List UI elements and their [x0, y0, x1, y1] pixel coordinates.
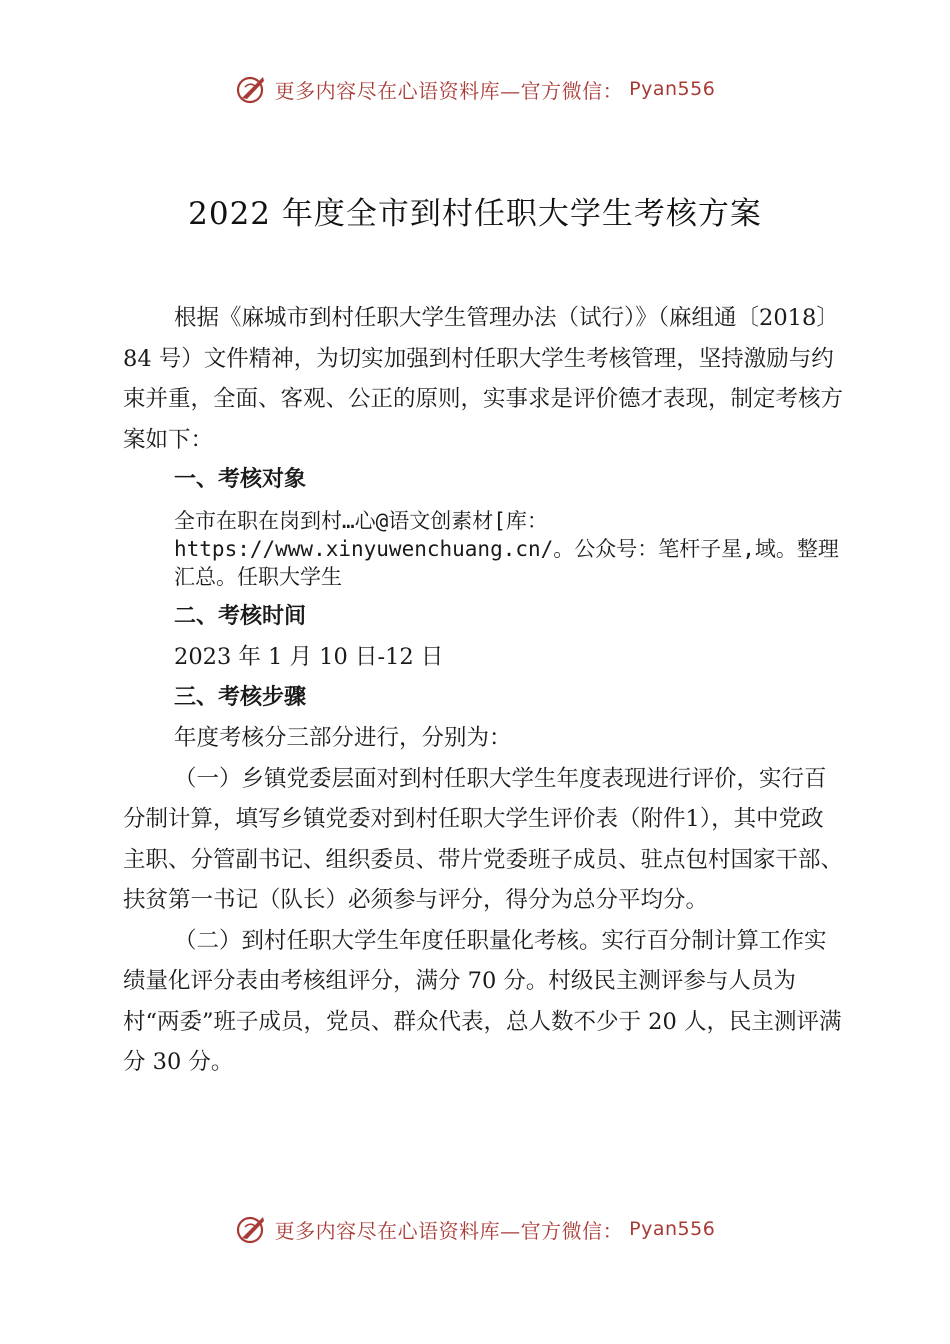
step-paragraph-1: （一）乡镇党委层面对到村任职大学生年度表现进行评价，实行百分制计算，填写乡镇党委对到村任职大学生评价表（附件1），其中党政主职、分管副书记、组织委员、带片党委班子成员、驻点包村国家干部、扶贫第一书记（队长）必须参与评分，得分为总分平均分。	[123, 765, 844, 913]
section-body-3: 年度考核分三部分进行，分别为：	[174, 725, 512, 751]
header-watermark	[0, 72, 950, 106]
watermark-id: Pyan556	[629, 1218, 716, 1240]
section-body-2: 2023 年 1 月 10 日-12 日	[174, 644, 444, 670]
step-paragraph-2: （二）到村任职大学生年度任职量化考核。实行百分制计算工作实绩量化评分表由考核组评分，满分 70 分。村级民主测评参与人员为村“两委”班子成员，党员、群众代表，总人数不少于 20 人，民主测评满分 30 分。	[123, 927, 842, 1075]
intro-paragraph: 根据《麻城市到村任职大学生管理办法（试行）》（麻组通〔2018〕84 号）文件精神，为切实加强到村任职大学生考核管理，坚持激励与约束并重，全面、客观、公正的原则，实事求是评价德才表现，制定考核方案如下：	[123, 305, 844, 453]
watermark-text: 更多内容尽在心语资料库—官方微信：	[274, 1218, 624, 1243]
section-heading-1: 一、考核对象	[174, 467, 307, 492]
footer-watermark	[0, 1212, 950, 1246]
pen-logo-icon	[235, 72, 269, 106]
section-heading-3: 三、考核步骤	[174, 684, 307, 710]
section-heading-2: 二、考核时间	[174, 603, 307, 629]
pen-logo-icon	[235, 1212, 269, 1246]
document-title: 2022 年度全市到村任职大学生考核方案	[188, 196, 762, 232]
watermark-id: Pyan556	[629, 78, 716, 100]
document-body	[123, 298, 843, 1083]
watermark-text: 更多内容尽在心语资料库—官方微信：	[274, 78, 624, 103]
section-body-1: 全市在职在岗到村…心@语文创素材[库：https://www.xinyuwenchuang.cn/。公众号：笔杆子星,域。整理汇总。任职大学生	[174, 508, 839, 589]
